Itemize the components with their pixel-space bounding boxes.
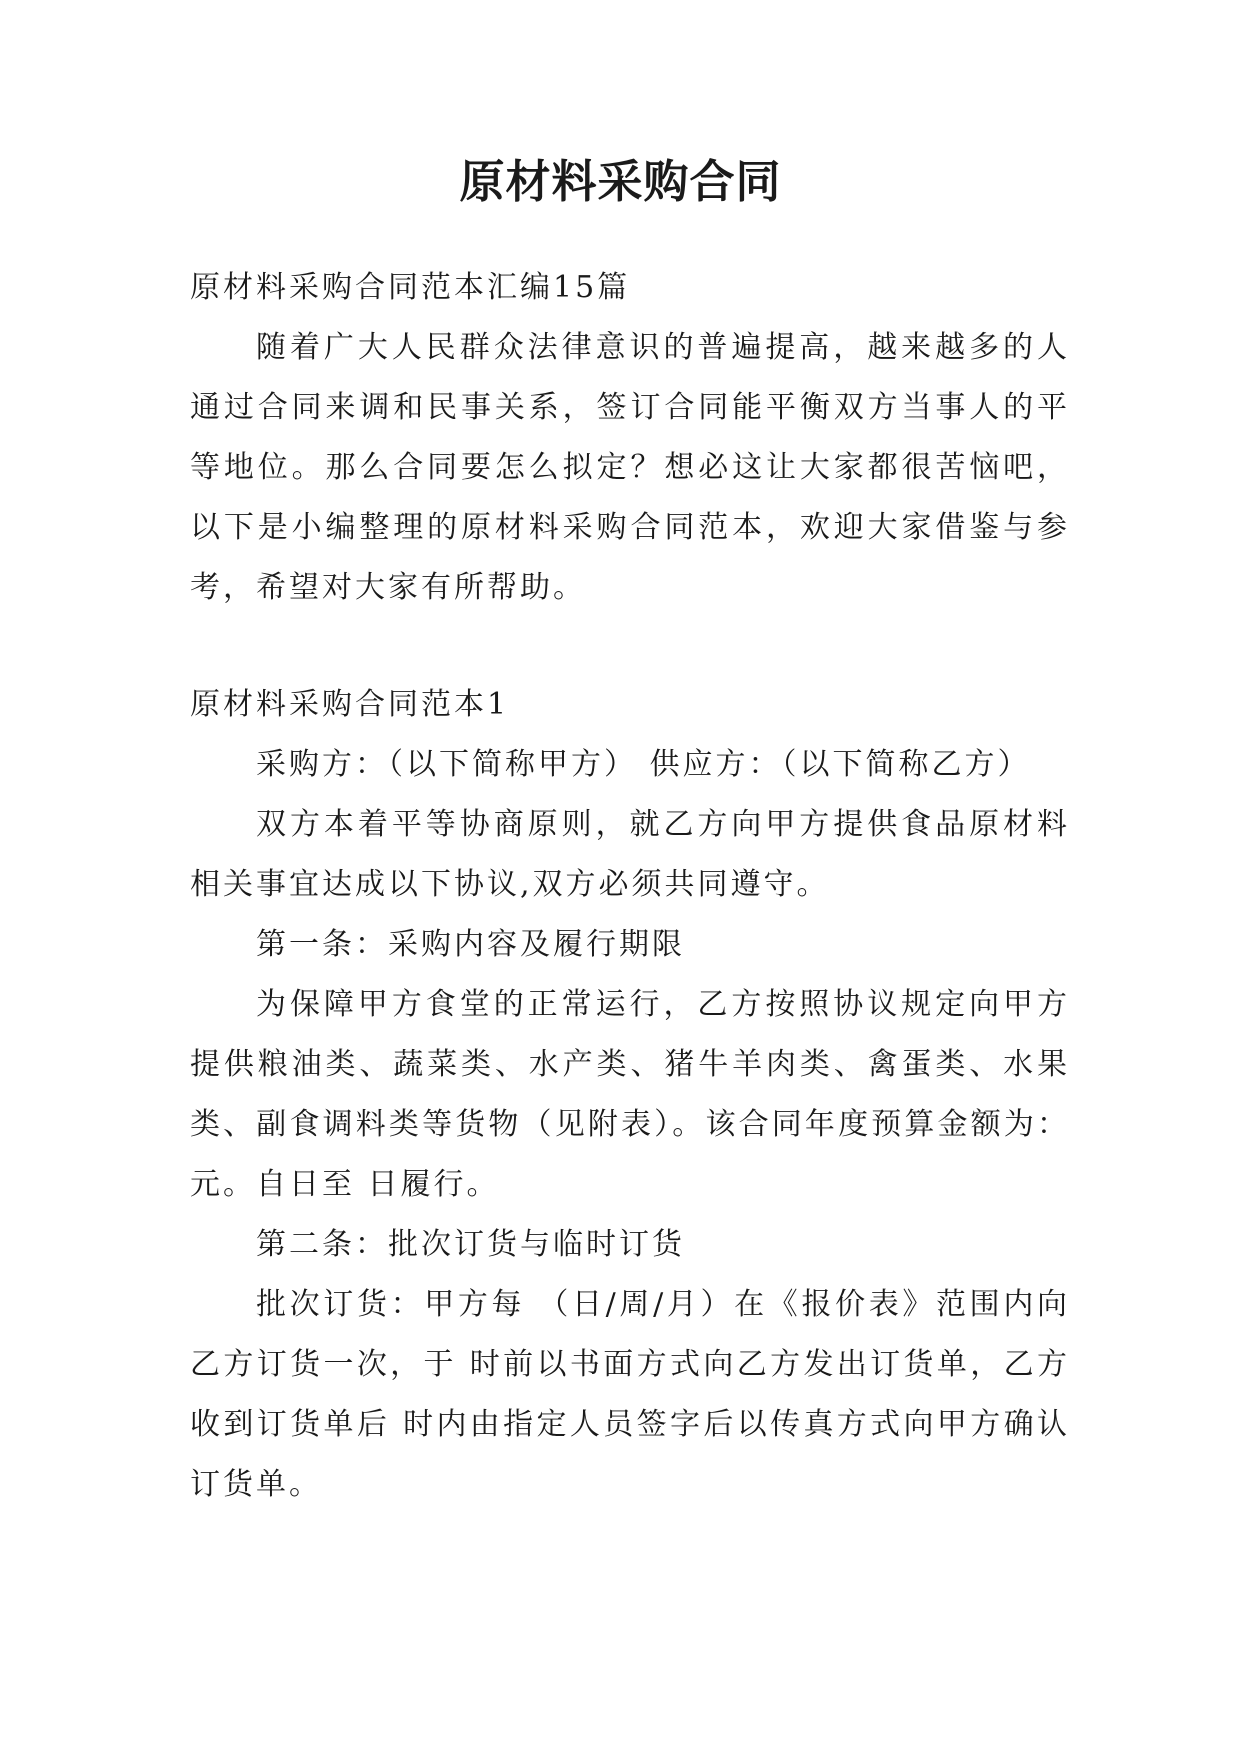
article-1-title: 第一条：采购内容及履行期限 bbox=[256, 927, 685, 962]
intro-section bbox=[190, 258, 1070, 618]
document-title: 原材料采购合同 bbox=[459, 155, 782, 208]
parties-line: 采购方：（以下简称甲方） 供应方：（以下简称乙方） bbox=[256, 747, 1031, 782]
sample-1-heading: 原材料采购合同范本1 bbox=[190, 687, 510, 722]
article-2-body: 批次订货：甲方每 （日/周/月）在《报价表》范围内向乙方订货一次，于 时前以书面方式向乙方发出订货单，乙方收到订货单后 时内由指定人员签字后以传真方式向甲方确认订货单。 bbox=[190, 1287, 1070, 1502]
article-1-body: 为保障甲方食堂的正常运行，乙方按照协议规定向甲方提供粮油类、蔬菜类、水产类、猪牛羊肉类、禽蛋类、水果类、副食调料类等货物（见附表）。该合同年度预算金额为：元。自日至 日履行。 bbox=[190, 987, 1070, 1202]
article-2-title: 第二条：批次订货与临时订货 bbox=[256, 1227, 685, 1262]
sample-1-section bbox=[190, 675, 1070, 1515]
intro-paragraph: 随着广大人民群众法律意识的普遍提高，越来越多的人通过合同来调和民事关系，签订合同能平衡双方当事人的平等地位。那么合同要怎么拟定？想必这让大家都很苦恼吧，以下是小编整理的原材料采购合同范本，欢迎大家借鉴与参考，希望对大家有所帮助。 bbox=[190, 330, 1070, 605]
agreement-paragraph: 双方本着平等协商原则，就乙方向甲方提供食品原材料相关事宜达成以下协议,双方必须共同遵守。 bbox=[190, 807, 1070, 902]
intro-heading: 原材料采购合同范本汇编15篇 bbox=[190, 270, 631, 305]
